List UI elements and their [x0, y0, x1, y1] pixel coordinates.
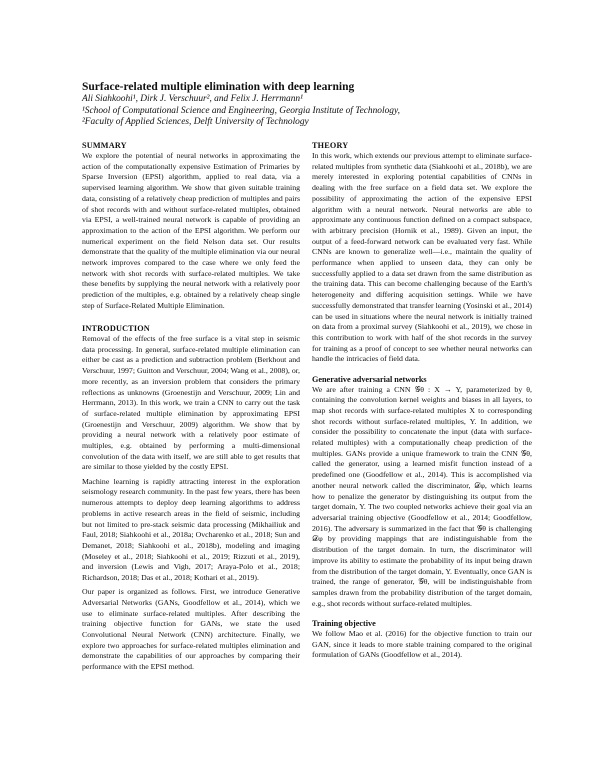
affiliation-2: ²Faculty of Applied Sciences, Delft University of Technology [82, 117, 309, 127]
intro-paragraph-1: Removal of the effects of the free surface is a vital step in seismic data processing. In general, surface-related multiple elimination can either be cast as a prediction and subtraction problem (Berkhout and Verschuur, 1997; Guitton and Verschuur, 2004; Wang et al., 2008), or, more recently, as an inversion problem that considers the primary reflections as unknowns (Groenestijn and Verschuur, 2009; Lin and Herrmann, 2013). In this work, we train a CNN to carry out the task of surface-related multiple elimination by approximating EPSI (Groenestijn and Verschuur, 2009) algorithm. We show that by providing a neural network with a relatively poor estimate of multiples, e.g. obtained by performing a multi-dimensional convolution of the data with itself, we are still able to get results that are similar to those yielded by the costly EPSI. [82, 334, 300, 472]
section-spacer [82, 315, 300, 323]
theory-heading: THEORY [312, 141, 349, 150]
paper-title: Surface-related multiple elimination with deep learning [82, 81, 355, 93]
training-objective-heading: Training objective [312, 618, 376, 628]
summary-heading: SUMMARY [82, 141, 127, 150]
right-column [312, 140, 532, 664]
theory-paragraph: In this work, which extends our previous attempt to eliminate surface-related multiples from synthetic data (Siahkoohi et al., 2018b), we are merely interested in exploring potential capabilities of CNNs in dealing with the free surface on a field data set. We explore the possibility of approximating the action of the expensive EPSI algorithm with a neural network. Neural networks are able to approximate any continuous function defined on a compact subspace, with arbitrary precision (Hornik et al., 1989). Given an input, the output of a feed-forward network can be evaluated very fast. While CNNs are known to generalize well—i.e., maintain the quality of performance when applied to unseen data, they can only be successfully applied to a data set drawn from the same distribution as the training data. This can become challenging because of the Earth's heterogeneity and differing acquisition settings. While we have successfully demonstrated that transfer learning (Yosinski et al., 2014) can be used in situations where the neural network is initially trained on data from a proximal survey (Siahkoohi et al., 2019), we chose in this contribution to work with half of the shot records in the survey for training as a proof of concept to see whether neural networks can handle the intricacies of field data. [312, 151, 532, 364]
intro-paragraph-3: Our paper is organized as follows. First, we introduce Generative Adversarial Networks (GANs, Goodfellow et al., 2014), which we use to eliminate surface-related multiples. After describing the training objective function for GANs, we state the used Convolutional Neural Network (CNN) architecture. Finally, we explore two approaches for surface-related multiples elimination and demonstrate the capabilities of our approaches by comparing their performance with the EPSI method. [82, 587, 300, 672]
gan-paragraph: We are after training a CNN 𝒢θ : X → Y, parameterized by θ, containing the convolution kernel weights and biases in all layers, to map shot records with surface-related multiples X to corresponding shot records without surface-related multiples, Y. In addition, we consider the possibility to concatenate the input (data with surface-related multiples) with a computationally cheap prediction of the multiples. GANs provide a unique framework to train the CNN 𝒢θ, called the generator, using a learned misfit function instead of a predefined one (Goodfellow et al., 2014). This is accomplished via another neural network called the discriminator, 𝒟φ, which learns how to penalize the generator by distinguishing its output from the target domain, Y. The two coupled networks achieve their goal via an adversarial training objective (Goodfellow et al., 2014; Goodfellow, 2016). The adversary is summarized in the fact that 𝒢θ is challenging 𝒟φ by providing mappings that are indistinguishable from the distribution of the target domain. In turn, the discriminator will improve its ability to estimate the probability of its input being drawn from the distribution of the target domain, Y. Eventually, once GAN is trained, the range of generator, 𝒢θ, will be indistinguishable from samples drawn from the probability distribution of the target domain, e.g., shot records without surface-related multiples. [312, 384, 532, 608]
gan-heading: Generative adversarial networks [312, 374, 427, 384]
summary-paragraph: We explore the potential of neural networks in approximating the action of the computationally expensive Estimation of Primaries by Sparse Inversion (EPSI) algorithm, applied to real data, via a supervised learning algorithm. We show that given suitable training data, consisting of a relatively cheap prediction of multiples and pairs of shot records with and without surface-related multiples, obtained via EPSI, a well-trained neural network is capable of providing an approximation to the action of the EPSI algorithm. We perform our numerical experiment on the field Nelson data set. Our results demonstrate that the quality of the multiple elimination via our neural network improves compared to the case where we only feed the network with shot records with surface-related multiples. We take these benefits by supplying the neural network with a relatively poor prediction of the multiples, e.g. obtained by a relatively cheap single step of Surface-Related Multiple Elimination. [82, 151, 300, 310]
left-column [82, 140, 300, 676]
paper-header [82, 81, 522, 129]
training-objective-paragraph: We follow Mao et al. (2016) for the objective function to train our GAN, since it leads to more stable training compared to the original formulation of GANs (Goodfellow et al., 2014). [312, 628, 532, 660]
introduction-heading: INTRODUCTION [82, 324, 150, 334]
author-list: Ali Siahkoohi¹, Dirk J. Verschuur², and Felix J. Herrmann¹ [82, 94, 303, 104]
intro-paragraph-2: Machine learning is rapidly attracting interest in the exploration seismology research community. In the past few years, there has been numerous attempts to deploy deep learning algorithms to address problems in active research areas in the field of seismic, including but not limited to pre-stack seismic data processing (Mikhailiuk and Faul, 2018; Siahkoohi et al., 2018a; Ovcharenko et al., 2018; Sun and Demanet, 2018; Siahkoohi et al., 2018b), modeling and imaging (Moseley et al., 2018; Siahkoohi et al., 2019; Rizzuti et al., 2019), and inversion (Lewis and Vigh, 2017; Araya-Polo et al., 2018; Richardson, 2018; Das et al., 2018; Kothari et al., 2019). [82, 476, 300, 583]
affiliation-1: ¹School of Computational Science and Engineering, Georgia Institute of Technology, [82, 105, 400, 116]
